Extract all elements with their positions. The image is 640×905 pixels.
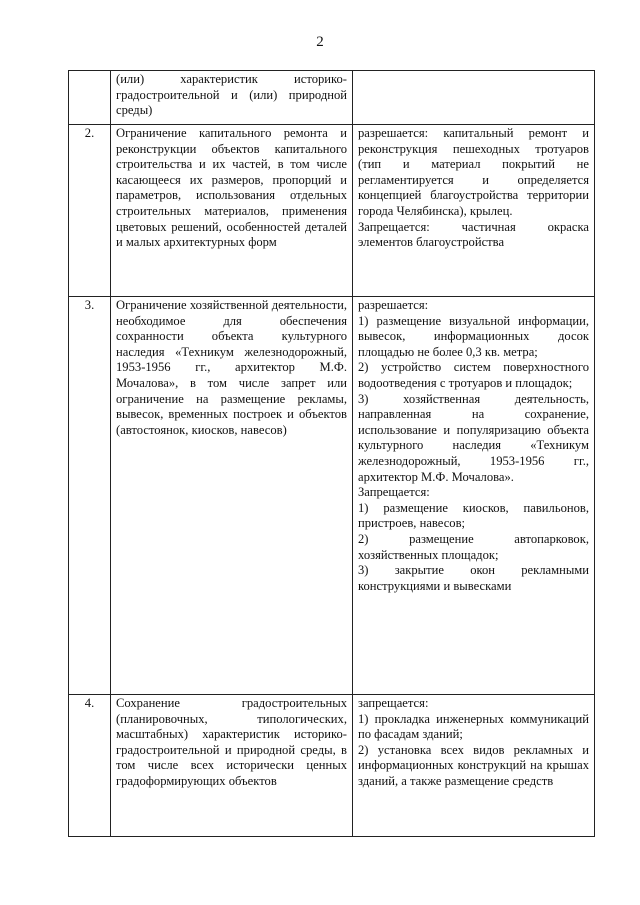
rule-item: 3) хозяйственная деятельность, направленная на сохранение, использование и популяризацию объекта культурного наследия «Техникум железнодорожный, 1953-1956 гг., архитектор М.Ф. Мочалова». <box>358 391 589 484</box>
table-row <box>69 71 595 125</box>
rules-cell <box>353 125 595 297</box>
table-row <box>69 297 595 695</box>
rules-cell <box>353 297 595 695</box>
row-number: 2. <box>69 125 111 297</box>
table-row <box>69 125 595 297</box>
rule-item: 2) устройство систем поверхностного водоотведения с тротуаров и площадок; <box>358 360 589 390</box>
restriction-text: Ограничение хозяйственной деятельности, необходимое для обеспечения сохранности объекта культурного наследия «Техникум железнодорожный, 1953-1956 гг., архитектор М.Ф. Мочалова», в том числе запрет или ограничение на размещение рекламы, вывесок, временных построек и объектов (автостоянок, киосков, навесов) <box>111 297 353 695</box>
rule-item: 1) прокладка инженерных коммуникаций по фасадам зданий; <box>358 711 589 742</box>
rule-item: Запрещается: <box>358 485 430 500</box>
rule-item: 2) установка всех видов рекламных и информационных конструкций на крышах зданий, а также размещение средств <box>358 742 589 788</box>
rules-cell <box>353 71 595 125</box>
row-number <box>69 71 111 125</box>
restriction-text: Сохранение градостроительных (планировочных, типологических, масштабных) характеристик историко-градостроительной и природной среды, в том числе всех исторически ценных градоформирующих объектов <box>111 695 353 837</box>
rule-item: запрещается: <box>358 696 429 710</box>
row-number: 4. <box>69 695 111 837</box>
rule-item: 1) размещение визуальной информации, вывесок, информационных досок площадью не более 0,3 кв. метра; <box>358 313 589 359</box>
rule-item: Запрещается: частичная окраска элементов благоустройства <box>358 219 589 250</box>
rule-item: 1) размещение киосков, павильонов, пристроев, навесов; <box>358 500 589 531</box>
page-number: 2 <box>316 34 324 50</box>
regulations-table <box>68 70 595 837</box>
restriction-text: (или) характеристик историко-градостроительной и (или) природной среды) <box>111 71 353 125</box>
row-number: 3. <box>69 297 111 695</box>
rule-item: разрешается: <box>358 298 429 312</box>
rule-item: 2) размещение автопарковок, хозяйственных площадок; <box>358 531 589 562</box>
restriction-text: Ограничение капитального ремонта и реконструкции объектов капитального строительства и их частей, в том числе касающееся их размеров, пропорций и параметров, использования отдельных строительных материалов, применения цветовых решений, особенностей деталей и малых архитектурных форм <box>111 125 353 297</box>
rules-cell <box>353 695 595 837</box>
table-row <box>69 695 595 837</box>
rule-item: разрешается: капитальный ремонт и реконструкция пешеходных тротуаров (тип и материал покрытий не регламентируется и определяется концепцией благоустройства территории города Челябинска), крылец. <box>358 126 589 218</box>
rule-item: 3) закрытие окон рекламными конструкциями и вывесками <box>358 563 589 593</box>
